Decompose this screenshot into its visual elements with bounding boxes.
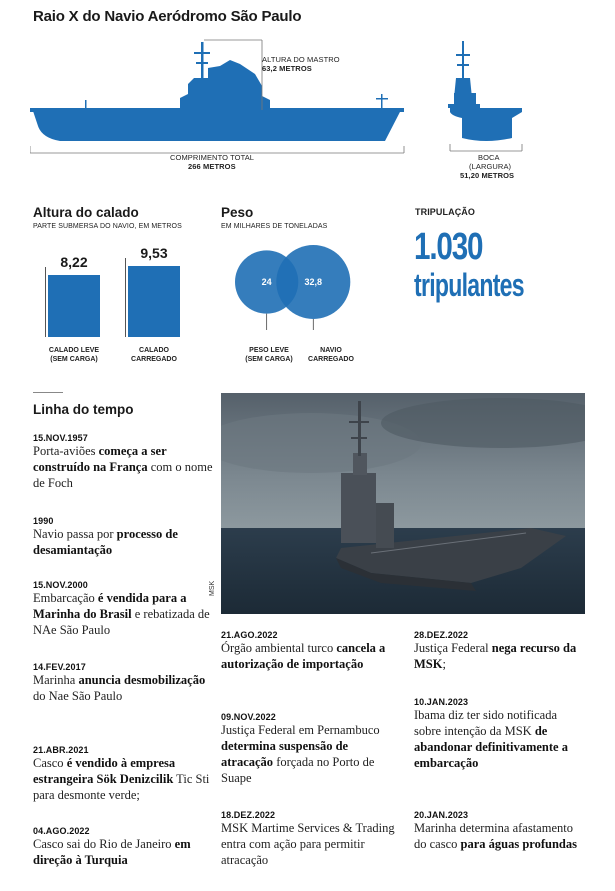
timeline-event-highlight: começa a ser construído na França xyxy=(33,444,167,474)
timeline-event-text xyxy=(414,820,579,852)
draft-bar-label: CALADO xyxy=(139,347,169,354)
length-value: 266 METROS xyxy=(188,162,236,171)
timeline-event-plain: Órgão ambiental turco xyxy=(221,641,337,655)
draft-bar-value: 8,22 xyxy=(60,254,88,270)
timeline-heading: Linha do tempo xyxy=(33,402,134,417)
timeline-event-plain: Marinha determina afastamento do casco xyxy=(414,821,573,851)
ship-photo xyxy=(221,393,585,614)
timeline-event-plain: ; xyxy=(442,657,446,671)
draft-subheading: PARTE SUBMERSA DO NAVIO, EM METROS xyxy=(33,223,182,230)
timeline-event-highlight: de abandonar definitivamente a embarcação xyxy=(414,724,568,770)
timeline-event-date: 14.FEV.2017 xyxy=(33,662,86,672)
ship-front-hull xyxy=(450,108,522,141)
timeline-event-plain: Embarcação xyxy=(33,591,98,605)
timeline-event-plain: Casco sai do Rio de Janeiro xyxy=(33,837,175,851)
timeline-event-text xyxy=(33,672,213,704)
timeline-event-date: 18.DEZ.2022 xyxy=(221,810,276,820)
draft-bar-value: 9,53 xyxy=(140,245,168,261)
page-title: Raio X do Navio Aeródromo São Paulo xyxy=(33,8,302,25)
timeline-event xyxy=(414,810,579,852)
timeline-event-text xyxy=(414,707,579,771)
timeline-event-plain: do Nae São Paulo xyxy=(33,689,123,703)
timeline-event xyxy=(33,433,213,491)
draft-bar-guide xyxy=(125,258,126,337)
timeline-event-plain: Casco xyxy=(33,756,67,770)
timeline-event xyxy=(33,580,213,638)
crew-heading: TRIPULAÇÃO xyxy=(415,207,475,217)
timeline-event-highlight: anuncia desmobilização xyxy=(78,673,206,687)
draft-heading: Altura do calado xyxy=(33,205,139,220)
timeline-event-highlight: processo de desamiantação xyxy=(33,527,178,557)
timeline-event-text xyxy=(414,640,579,672)
timeline-event-plain: Tic Sti para desmonte verde; xyxy=(33,772,210,802)
timeline-event-text xyxy=(221,722,401,786)
beam-value: 51,20 METROS xyxy=(460,171,515,180)
crew-number: 1.030 xyxy=(414,226,483,268)
timeline-event-date: 04.AGO.2022 xyxy=(33,826,90,836)
draft-bar-label: CARREGADO xyxy=(131,356,177,363)
timeline-event-date: 15.NOV.2000 xyxy=(33,580,88,590)
weight-subheading: EM MILHARES DE TONELADAS xyxy=(221,223,328,230)
weight-loaded-label-1: NAVIO xyxy=(320,347,342,354)
timeline-event-date: 28.DEZ.2022 xyxy=(414,630,469,640)
timeline-event-plain: com o nome de Foch xyxy=(33,460,213,490)
mast-height-label: ALTURA DO MASTRO xyxy=(262,55,340,64)
timeline-event xyxy=(221,810,401,868)
timeline-event-plain: MSK Martime Services & Trading entra com ação para permitir atracação xyxy=(221,821,395,867)
timeline-event-highlight: determina suspensão de atracação xyxy=(221,739,349,769)
timeline-event-plain: Justiça Federal xyxy=(414,641,492,655)
timeline-event-date: 10.JAN.2023 xyxy=(414,697,469,707)
draft-bar-label: (SEM CARGA) xyxy=(50,356,98,363)
timeline-event-highlight: em direção à Turquia xyxy=(33,837,191,867)
weight-light-label-1: PESO LEVE xyxy=(249,347,289,354)
timeline-event-plain: Justiça Federal em Pernambuco xyxy=(221,723,380,737)
weight-circle-chart xyxy=(225,240,375,330)
photo-credit: MSK xyxy=(209,580,216,596)
ship-front-silhouette xyxy=(440,38,530,168)
timeline-event xyxy=(414,630,579,672)
ship-island xyxy=(180,60,270,108)
timeline-divider xyxy=(33,392,63,393)
timeline-event-date: 1990 xyxy=(33,516,54,526)
weight-light-value: 24 xyxy=(261,277,272,287)
timeline-event-text xyxy=(33,590,213,638)
timeline-event-plain: Navio passa por xyxy=(33,527,117,541)
draft-bar-loaded xyxy=(128,266,180,337)
timeline-event xyxy=(414,697,579,771)
weight-loaded-label-2: CARREGADO xyxy=(308,356,354,363)
timeline-event xyxy=(221,712,401,786)
timeline-event-highlight: cancela a autorização de importação xyxy=(221,641,386,671)
beam-label: BOCA xyxy=(478,153,500,162)
timeline-event-text xyxy=(33,526,213,558)
beam-sublabel: (LARGURA) xyxy=(469,162,512,171)
timeline-event-plain: Ibama diz ter sido notificada sobre intenção da MSK xyxy=(414,708,557,738)
timeline-event xyxy=(33,516,213,558)
timeline-event-date: 21.AGO.2022 xyxy=(221,630,278,640)
timeline-event-highlight: é vendida para a Marinha do Brasil xyxy=(33,591,187,621)
timeline-event-highlight: é vendido à empresa estrangeira Sök Denizcilik xyxy=(33,756,176,786)
timeline-event-text xyxy=(33,755,213,803)
timeline-event-date: 09.NOV.2022 xyxy=(221,712,276,722)
timeline-event xyxy=(33,826,213,868)
timeline-event-date: 15.NOV.1957 xyxy=(33,433,88,443)
timeline-event-text xyxy=(221,820,401,868)
mast-height-value: 63,2 METROS xyxy=(262,64,312,73)
ship-hull xyxy=(32,108,402,141)
timeline-event xyxy=(33,745,213,803)
timeline-event-plain: e rebatizada de NAe São Paulo xyxy=(33,607,210,637)
timeline-event xyxy=(221,630,401,672)
timeline-event-plain: Porta-aviões xyxy=(33,444,99,458)
draft-bar-light xyxy=(48,275,100,337)
draft-bar-guide xyxy=(45,267,46,337)
timeline-event-plain: forçada no Porto de Suape xyxy=(221,755,375,785)
draft-bar-label: CALADO LEVE xyxy=(48,347,100,354)
timeline-event-date: 21.ABR.2021 xyxy=(33,745,89,755)
weight-loaded-value: 32,8 xyxy=(304,277,323,287)
timeline-event-text xyxy=(221,640,401,672)
timeline-event xyxy=(33,662,213,704)
timeline-event-text xyxy=(33,836,213,868)
weight-light-label-2: (SEM CARGA) xyxy=(245,356,293,363)
weight-heading: Peso xyxy=(221,205,254,220)
timeline-event-plain: Marinha xyxy=(33,673,79,687)
length-label: COMPRIMENTO TOTAL xyxy=(170,153,255,162)
timeline-event-date: 20.JAN.2023 xyxy=(414,810,469,820)
timeline-event-text xyxy=(33,443,213,491)
timeline-event-highlight: nega recurso da MSK xyxy=(414,641,577,671)
crew-word: tripulantes xyxy=(414,267,524,303)
timeline-event-highlight: para águas profundas xyxy=(460,837,577,851)
